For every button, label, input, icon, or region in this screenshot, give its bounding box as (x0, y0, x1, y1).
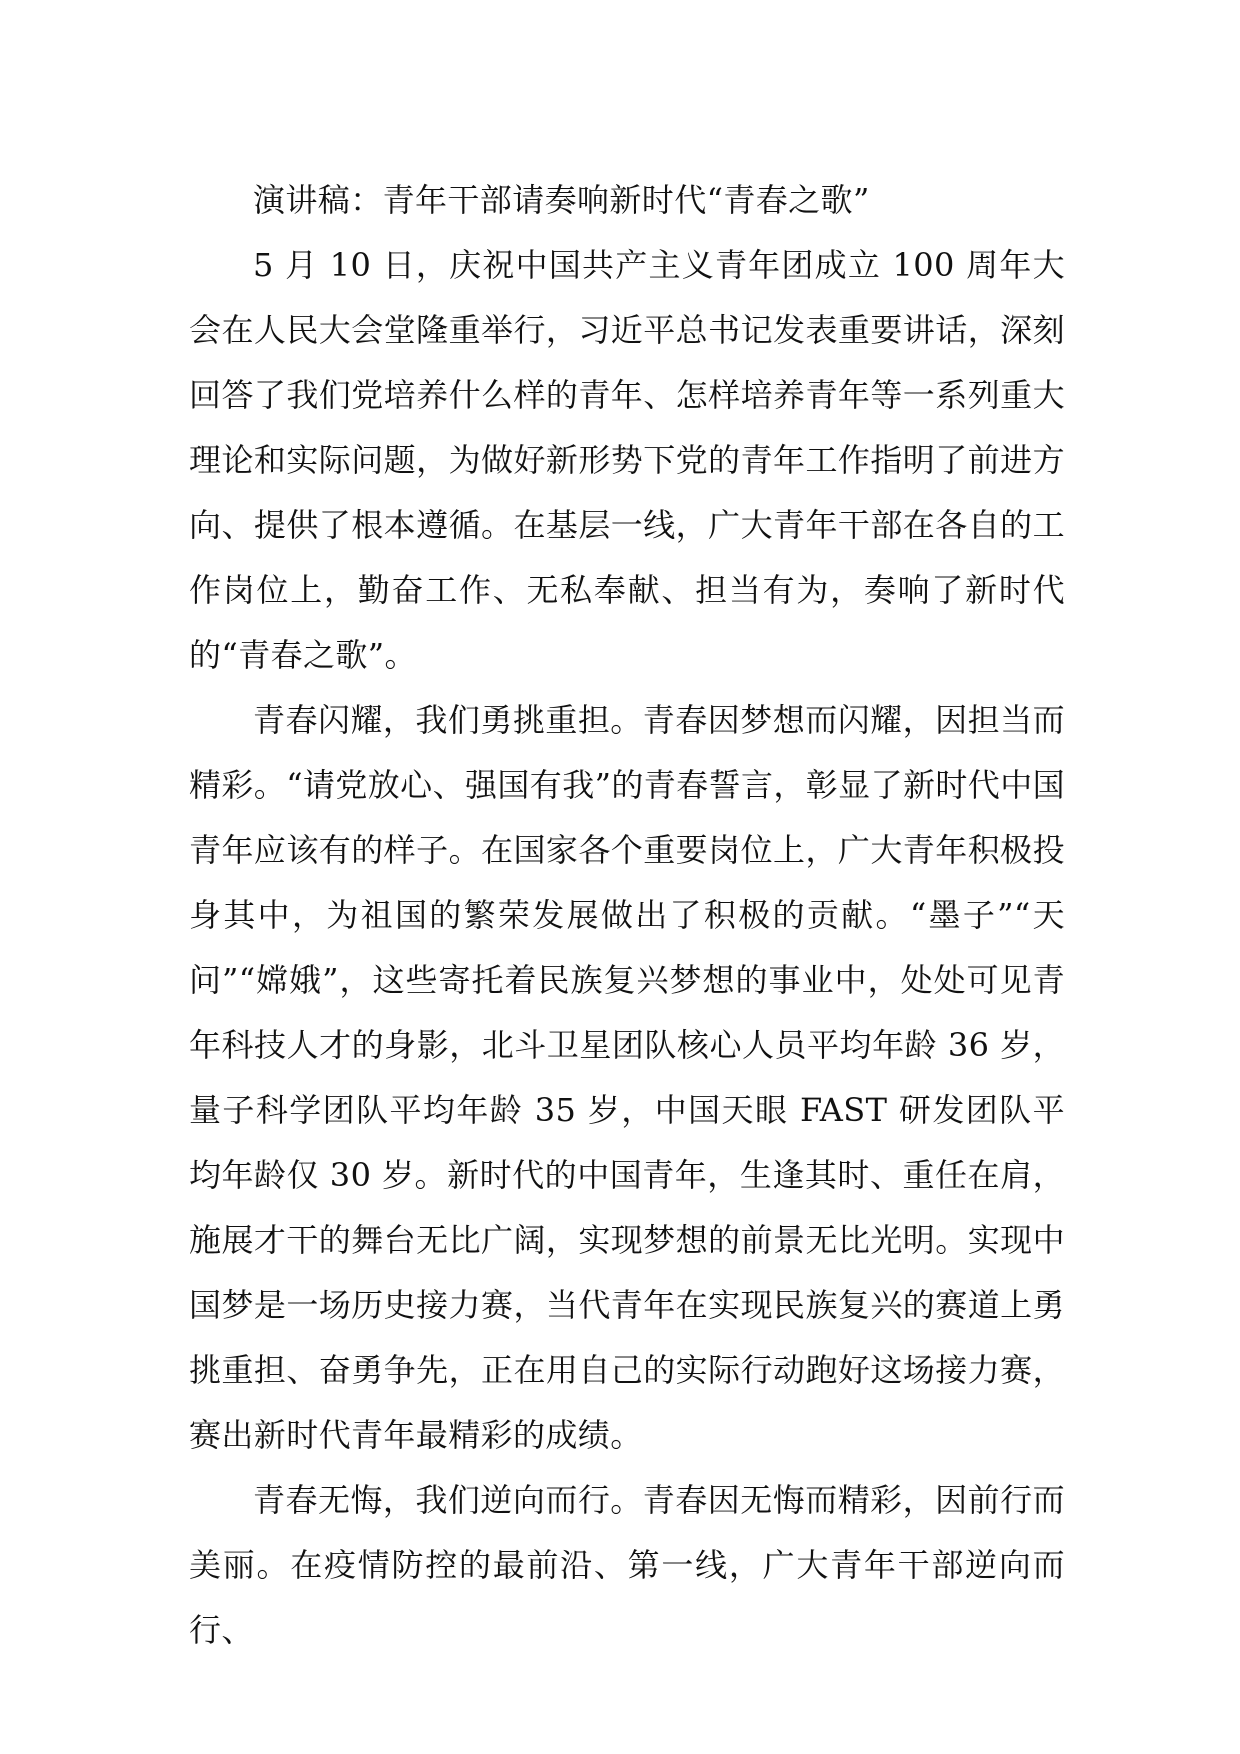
document-body (189, 168, 1065, 1663)
paragraph-1: 5 月 10 日，庆祝中国共产主义青年团成立 100 周年大会在人民大会堂隆重举行，习近平总书记发表重要讲话，深刻回答了我们党培养什么样的青年、怎样培养青年等一系列重大理论和实际问题，为做好新形势下党的青年工作指明了前进方向、提供了根本遵循。在基层一线，广大青年干部在各自的工作岗位上，勤奋工作、无私奉献、担当有为，奏响了新时代的“青春之歌”。 (189, 246, 1065, 674)
paragraph-3: 青春无悔，我们逆向而行。青春因无悔而精彩，因前行而美丽。在疫情防控的最前沿、第一线，广大青年干部逆向而行、 (189, 1481, 1065, 1649)
document-title: 演讲稿：青年干部请奏响新时代“青春之歌” (253, 181, 870, 219)
paragraph-2: 青春闪耀，我们勇挑重担。青春因梦想而闪耀，因担当而精彩。“请党放心、强国有我”的青春誓言，彰显了新时代中国青年应该有的样子。在国家各个重要岗位上，广大青年积极投身其中，为祖国的繁荣发展做出了积极的贡献。“墨子”“天问”“嫦娥”，这些寄托着民族复兴梦想的事业中，处处可见青年科技人才的身影，北斗卫星团队核心人员平均年龄 36 岁，量子科学团队平均年龄 35 岁，中国天眼 FAST 研发团队平均年龄仅 30 岁。新时代的中国青年，生逢其时、重任在肩，施展才干的舞台无比广阔，实现梦想的前景无比光明。实现中国梦是一场历史接力赛，当代青年在实现民族复兴的赛道上勇挑重担、奋勇争先，正在用自己的实际行动跑好这场接力赛，赛出新时代青年最精彩的成绩。 (189, 701, 1065, 1454)
